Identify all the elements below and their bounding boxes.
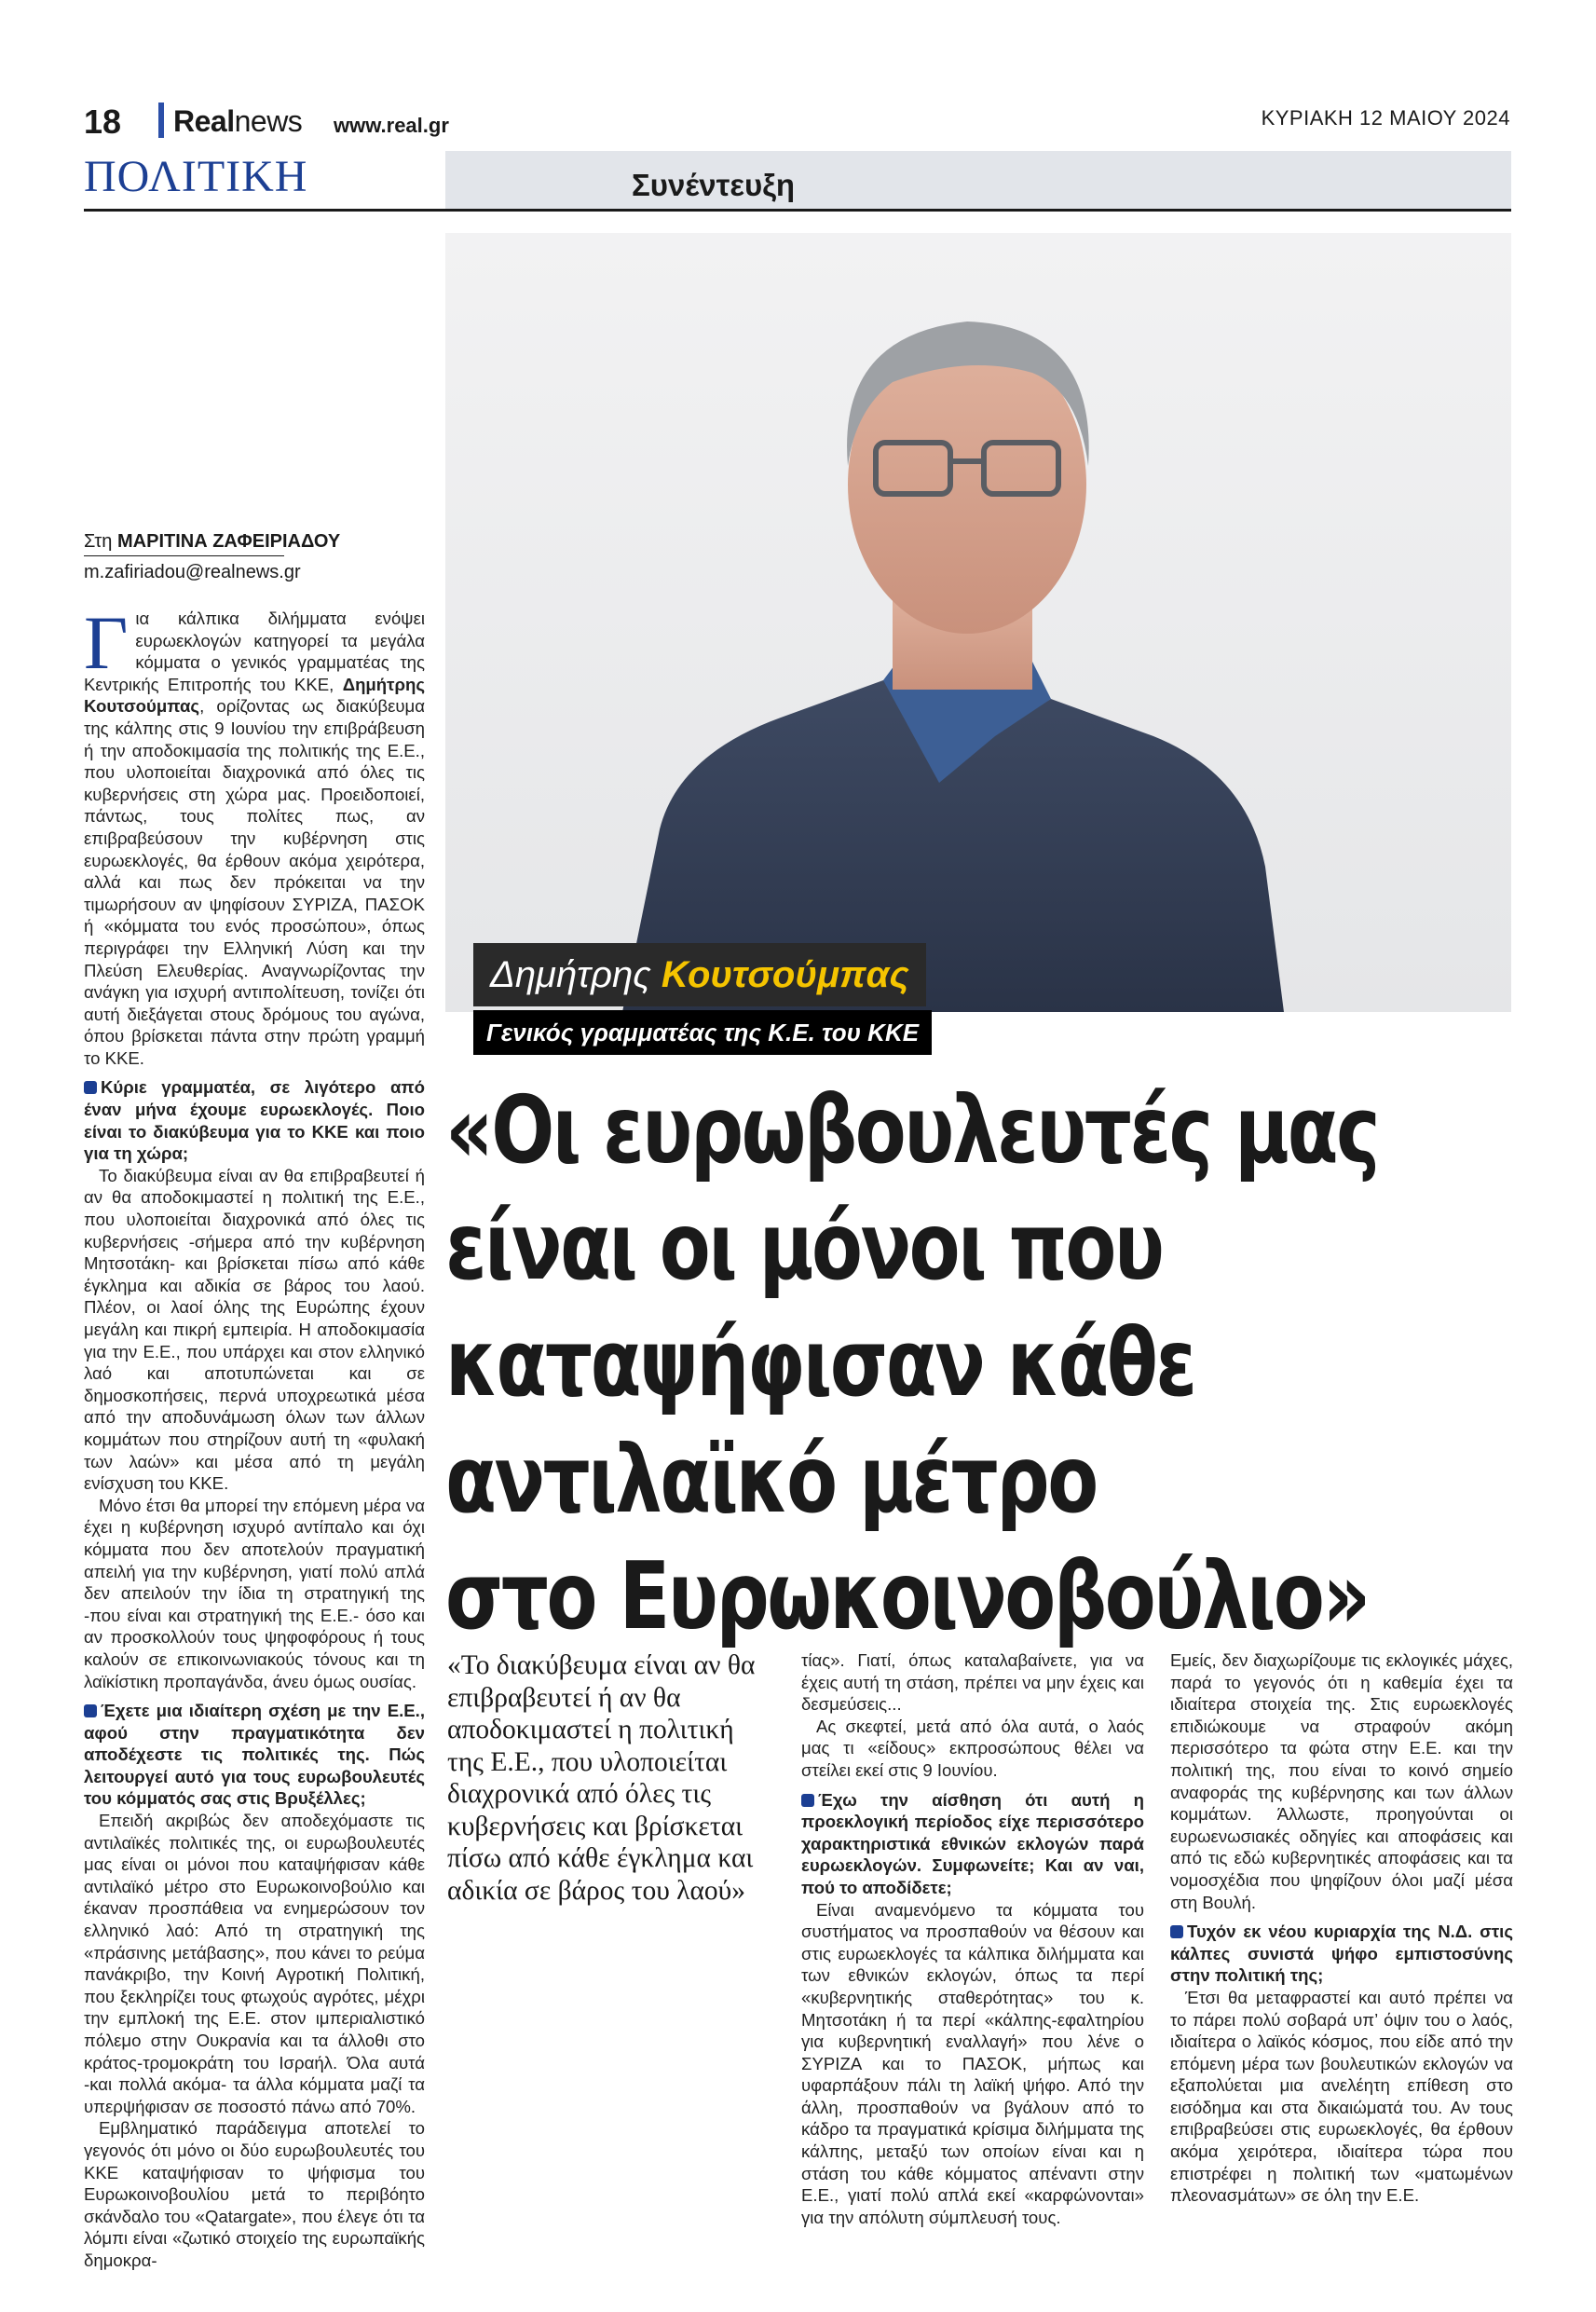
answer-paragraph: Εμβληματικό παράδειγμα αποτελεί το γεγονός ότι μόνο οι δύο ευρωβουλευτές του ΚΚΕ καταψήφισαν το ψήφισμα του Ευρωκοινοβουλίου μετά το περιβόητο σκάνδαλο του «Qatargate», που έλεγε ότι τα λόμπι είναι «ζωτικό στοιχείο της ευρωπαϊκής δημοκρα- [84,2118,425,2270]
header-rule [84,209,1511,212]
headline-line: αντιλαϊκό μέτρο [445,1425,1097,1534]
article-column-1 [84,600,425,2272]
header-divider [158,103,164,138]
intro-text: ια κάλπικα διλήμματα ενόψει ευρωεκλογών κατηγορεί τα μεγάλα κόμματα ο γενικός γραμματέας της Κεντρικής Επιτροπής του ΚΚΕ, [84,609,425,694]
category-band [445,151,1511,209]
brand-news: news [234,104,303,138]
question-marker-icon [84,1704,97,1717]
answer-paragraph: Είναι αναμενόμενο τα κόμματα του συστήματος να προσπαθούν να θέσουν και στις ευρωεκλογές τα κάλπικα διλήμματα και των εθνικών εκλογών, όπως τα περί «κυβερνητικής σταθερότητας» του κ. Μητσοτάκη ή τα περί «κάλπης-εφαλτηρίου για κυβερνητική εναλλαγή» που λένε ο ΣΥΡΙΖΑ και το ΠΑΣΟΚ, μήπως και υφαρπάξουν πάλι τη λαϊκή ψήφο. Από την άλλη, προσπαθούν να βγάλουν από το κάδρο τα πραγματικά κρίσιμα διλήμματα της κάλπης, μεταξύ των οποίων είναι και η στάση του κάθε κόμματος απέναντι στην Ε.Ε., γιατί πολύ απλά εκεί «καρφώνονται» για την απόλυτη σύμπλευσή τους. [801,1899,1144,2227]
page-number: 18 [84,103,122,141]
intro-bold: Δημήτρης Κουτσούμπας [84,674,425,717]
article-column-2 [801,1649,1144,2228]
question-4-text: Τυχόν εκ νέου κυριαρχία της Ν.Δ. στις κάλπες συνιστά ψήφο εμπιστοσύνης στην πολιτική της; [1170,1922,1513,1986]
article-column-3 [1170,1649,1513,2207]
byline-email: m.zafiriadou@realnews.gr [84,562,301,582]
caption-name [473,943,926,1006]
portrait-photo [445,233,1511,1012]
answer-paragraph: τίας». Γιατί, όπως καταλαβαίνετε, για να έχεις αυτή τη στάση, πρέπει να μην έχεις και δεσμεύσεις... [801,1650,1144,1715]
category-label: Συνέντευξη [632,168,796,202]
question-marker-icon [84,1081,97,1094]
headline-line: είναι οι μόνοι που [445,1192,1163,1301]
portrait-illustration [445,233,1511,1012]
byline-author: ΜΑΡΙΤΙΝΑ ΖΑΦΕΙΡΙΑΔΟΥ [117,531,341,552]
headline-line: καταψήφισαν κάθε [445,1308,1195,1417]
headline-line: «Οι ευρωβουλευτές μας [445,1075,1379,1184]
answer-paragraph: Ας σκεφτεί, μετά από όλα αυτά, ο λαός μας τι «είδους» εκπροσώπους θέλει να στείλει εκεί στις 9 Ιουνίου. [801,1716,1144,1780]
answer-paragraph: Επειδή ακριβώς δεν αποδεχόμαστε τις αντιλαϊκές πολιτικές της, οι ευρωβουλευτές μας είναι οι μόνοι που καταψήφισαν κάθε αντιλαϊκό μέτρο στο Ευρωκοινοβούλιο και έκαναν προσπάθεια να ενημερώσουν τον ελληνικό λαό: Από τη στρατηγική της «πράσινης μετάβασης», που κάνει το ρεύμα πανάκριβο, την Κοινή Αγροτική Πολιτική, που ξεκληρίζει τους φτωχούς αγρότες, μέχρι την εμπλοκή της Ε.Ε. στον ιμπεριαλιστικό πόλεμο στην Ουκρανία και τα άλλοθι στο κράτος-τρομοκράτη του Ισραήλ. Όλα αυτά -και πολλά ακόμα- τα άλλα κόμματα μαζί τα υπερψήφισαν σε ποσοστό πάνω από 70%. [84,1811,425,2116]
question-1 [84,1076,425,1164]
answer-paragraph: Εμείς, δεν διαχωρίζουμε τις εκλογικές μάχες, παρά το γεγονός ότι η καθεμία έχει τα ιδιαίτερα στοιχεία της. Στις ευρωεκλογές επιδιώκουμε να στραφούν ακόμη περισσότερο τα φώτα στην Ε.Ε. και την πολιτική της, που είναι το κοινό σημείο αναφοράς της κυβέρνησης και των άλλων κομμάτων. Άλλωστε, προηγούνται οι ευρωενωσιακές οδηγίες και αποφάσεις και από τις εδώ κυβερνητικές αποφάσεις και τα νομοσχέδια που ψηφίζουν όλοι μαζί μέσα στη Βουλή. [1170,1650,1513,1912]
dropcap: Γ [84,600,129,685]
pull-quote: «Το διακύβευμα είναι αν θα επιβραβευτεί ή αν θα αποδοκιμαστεί η πολιτική της Ε.Ε., που υλοποιείται διαχρονικά από όλες τις κυβερνήσεις και βρίσκεται πίσω από κάθε έγκλημα και αδικία σε βάρος του λαού» [447,1650,756,1906]
question-marker-icon [1170,1925,1183,1938]
headline-line: στο Ευρωκοινοβούλιο» [445,1541,1369,1650]
question-3 [801,1789,1144,1899]
question-2-text: Έχετε μια ιδιαίτερη σχέση με την Ε.Ε., αφού στην πραγματικότητα δεν αποδέχεστε τις πολιτικές της. Πώς λειτουργεί αυτό για τους ευρωβουλευτές του κόμματός σας στις Βρυξέλλες; [84,1701,425,1809]
question-3-text: Έχω την αίσθηση ότι αυτή η προεκλογική περίοδος είχε περισσότερο χαρακτηριστικά εθνικών εκλογών παρά ευρωεκλογών. Συμφωνείτε; Και αν ναι, πού το αποδίδετε; [801,1789,1144,1897]
answer-paragraph: Το διακύβευμα είναι αν θα επιβραβευτεί ή αν θα αποδοκιμαστεί η πολιτική της Ε.Ε., που υλοποιείται διαχρονικά από όλες τις κυβερνήσεις -σήμερα από την κυβέρνηση Μητσοτάκη- και βρίσκεται πίσω από κάθε έγκλημα και αδικία σε βάρος του λαού. Πλέον, οι λαοί όλης της Ευρώπης έχουν μεγάλη και πικρή εμπειρία. Η αποδοκιμασία για την Ε.Ε., που υπάρχει και στον ελληνικό λαό και αποτυπώνεται και σε δημοσκοπήσεις, περνά υποχρεωτικά μέσα από την αποδυνάμωση όλων των άλλων κομμάτων που στηρίζουν αυτή τη «φυλακή των λαών» και μέσα από τη μεγάλη ενίσχυση του ΚΚΕ. [84,1165,425,1494]
brand-real: Real [173,104,235,138]
byline-rule [84,555,284,556]
issue-date: ΚΥΡΙΑΚΗ 12 ΜΑΙΟΥ 2024 [1261,106,1510,130]
answer-paragraph: Έτσι θα μεταφραστεί και αυτό πρέπει να το πάρει πολύ σοβαρά υπ’ όψιν του ο λαός, ιδιαίτερα ο λαϊκός κόσμος, που είδε από την επόμενη μέρα των βουλευτικών εκλογών να εξαπολύεται μια ανελέητη επίθεση στο εισόδημα και στα δικαιώματά του. Αν τους επιβραβεύσει στις ευρωεκλογές, θα έρθουν ακόμα χειρότερα, ιδιαίτερα τώρα που επιστρέφει η πολιτική των «ματωμένων πλεονασμάτων» σε όλη την Ε.Ε. [1170,1987,1513,2206]
intro-rest: , ορίζοντας ως διακύβευμα της κάλπης στις 9 Ιουνίου την επιβράβευση ή την αποδοκιμασία της πολιτικής της Ε.Ε., που υλοποιείται διαχρονικά από όλες τις κυβερνήσεις στη χώρα μας. Προειδοποιεί, πάντως, τους πολίτες πως, αν επιβραβεύσουν την κυβέρνηση στις ευρωεκλογές, θα έρθουν ακόμα χειρότερα, αλλά και πως δεν πρόκειται να την τιμωρήσουν αν ψηφίσουν ΣΥΡΙΖΑ, ΠΑΣΟΚ ή «κόμματα του ενός προσώπου», όπως περιγράφει την Ελληνική Λύση και την Πλεύση Ελευθερίας. Αναγνωρίζοντας την ανάγκη για ισχυρή αντιπολίτευση, τονίζει ότι αυτή διεξάγεται στους δρόμους του αγώνα, όπου βρίσκεται πάντα στην πρώτη γραμμή το ΚΚΕ. [84,696,425,1068]
caption-last-name: Κουτσούμπας [661,954,909,995]
question-marker-icon [801,1794,814,1807]
brand-logo [173,104,302,139]
site-url: www.real.gr [334,114,449,137]
section-title: ΠΟΛΙΤΙΚΗ [84,152,308,201]
caption-first-name: Δημήτρης [490,954,651,995]
question-1-text: Κύριε γραμματέα, σε λιγότερο από έναν μήνα έχουμε ευρωεκλογές. Ποιο είναι το διακύβευμα για το ΚΚΕ και ποιο για τη χώρα; [84,1077,425,1164]
headline [445,1072,1511,1654]
caption-title: Γενικός γραμματέας της Κ.Ε. του ΚΚΕ [473,1010,932,1055]
question-4 [1170,1921,1513,1987]
question-2 [84,1700,425,1810]
byline-prefix: Στη [84,531,113,552]
answer-paragraph: Μόνο έτσι θα μπορεί την επόμενη μέρα να έχει η κυβέρνηση ισχυρό αντίπαλο και όχι κόμματα που δεν αποτελούν πραγματική απειλή για την κυβέρνηση, γιατί πολύ απλά δεν απειλούν την ίδια τη στρατηγική της -που είναι και στρατηγική της Ε.Ε.- όσο και αν προσκολλούν τους ψηφοφόρους ή τους καλούν σε επικοινωνιακούς τόνους και τη λαϊκίστικη προπαγάνδα, άνευ όμως ουσίας. [84,1495,425,1691]
byline [84,531,340,553]
